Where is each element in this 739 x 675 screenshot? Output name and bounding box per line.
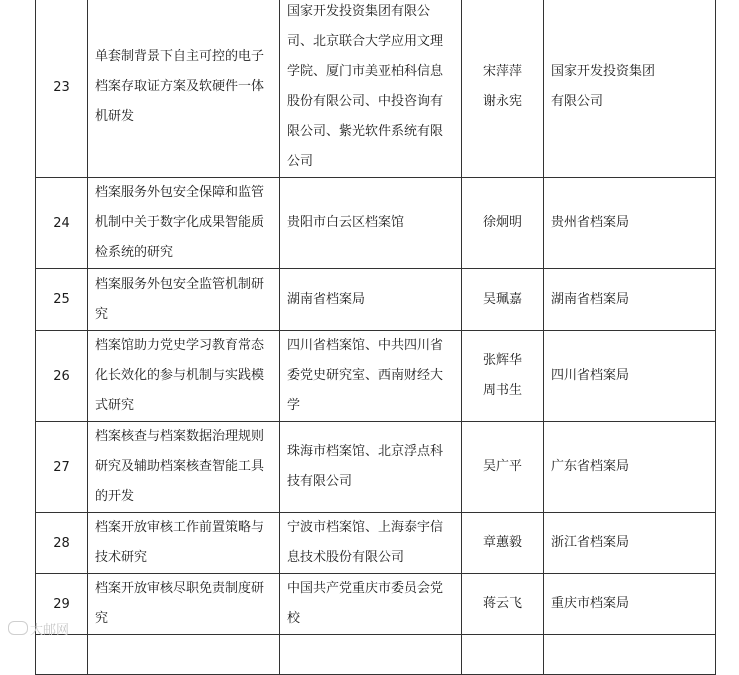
row-number: 24 — [36, 178, 88, 269]
unit-line: 有限公司 — [551, 94, 604, 109]
row-number: 26 — [36, 331, 88, 422]
lead-line: 谢永宪 — [482, 94, 522, 109]
org-line: 学 — [287, 398, 301, 413]
recommending-unit-cell — [544, 422, 716, 513]
title-line: 档案存取证方案及软硬件一体 — [95, 79, 265, 94]
project-title-cell — [88, 513, 280, 574]
title-line: 究 — [95, 611, 109, 626]
recommending-unit-cell — [544, 0, 716, 178]
org-line: 股份有限公司、中投咨询有 — [287, 94, 444, 109]
lead-researcher-cell — [462, 513, 544, 574]
organization-cell — [280, 178, 462, 269]
lead-researcher-cell — [462, 178, 544, 269]
title-line: 档案核查与档案数据治理规则 — [95, 429, 265, 444]
org-line: 学院、厦门市美亚柏科信息 — [287, 64, 444, 79]
recommending-unit-cell — [544, 178, 716, 269]
title-line: 档案开放审核工作前置策略与 — [95, 520, 265, 535]
organization-cell — [280, 0, 462, 178]
project-title-cell — [88, 574, 280, 635]
project-title-cell — [88, 331, 280, 422]
table-row — [36, 331, 716, 422]
organization-cell — [280, 331, 462, 422]
title-line: 档案服务外包安全保障和监管 — [95, 185, 265, 200]
title-line: 研究及辅助档案核查智能工具 — [95, 459, 265, 474]
title-line: 检系统的研究 — [95, 245, 174, 260]
org-line: 贵阳市白云区档案馆 — [287, 215, 405, 230]
unit-line: 国家开发投资集团 — [551, 64, 656, 79]
unit-line: 重庆市档案局 — [551, 596, 630, 611]
project-title-cell — [88, 0, 280, 178]
row-number: 25 — [36, 269, 88, 331]
table-body — [36, 0, 716, 675]
title-line: 机研发 — [95, 109, 135, 124]
row-number: 27 — [36, 422, 88, 513]
title-line: 档案服务外包安全监管机制研 — [95, 276, 265, 292]
title-line: 单套制背景下自主可控的电子 — [95, 49, 265, 64]
lead-researcher-cell — [462, 574, 544, 635]
org-line: 湖南省档案局 — [287, 291, 366, 307]
org-line: 国家开发投资集团有限公 — [287, 4, 431, 19]
lead-line: 吴珮嘉 — [482, 291, 522, 307]
row-number: 23 — [36, 0, 88, 178]
unit-line: 浙江省档案局 — [551, 535, 630, 550]
organization-cell — [280, 574, 462, 635]
table-row — [36, 269, 716, 331]
table-row — [36, 574, 716, 635]
lead-researcher-cell — [462, 0, 544, 178]
lead-researcher-cell — [462, 422, 544, 513]
title-line: 档案馆助力党史学习教育常态 — [95, 338, 265, 353]
recommending-unit-cell — [544, 574, 716, 635]
organization-cell — [280, 269, 462, 331]
org-line: 珠海市档案馆、北京浮点科 — [287, 444, 444, 459]
unit-line: 贵州省档案局 — [551, 215, 630, 230]
title-line: 机制中关于数字化成果智能质 — [95, 215, 265, 230]
lead-line: 徐炯明 — [482, 215, 522, 230]
unit-line: 广东省档案局 — [551, 459, 630, 474]
recommending-unit-cell — [544, 513, 716, 574]
org-line: 四川省档案馆、中共四川省 — [287, 338, 444, 353]
lead-line: 张辉华 — [482, 353, 522, 368]
title-line: 档案开放审核尽职免责制度研 — [95, 581, 265, 596]
lead-researcher-cell — [462, 331, 544, 422]
org-line: 限公司、紫光软件系统有限 — [287, 124, 444, 139]
row-number: 29 — [36, 574, 88, 635]
table-row — [36, 178, 716, 269]
table-row — [36, 513, 716, 574]
title-line: 化长效化的参与机制与实践模 — [95, 368, 265, 383]
project-title-cell — [88, 178, 280, 269]
table-row — [36, 422, 716, 513]
organization-cell — [280, 513, 462, 574]
lead-researcher-cell — [462, 269, 544, 331]
title-line: 的开发 — [95, 489, 135, 504]
title-line: 究 — [95, 306, 109, 322]
org-line: 中国共产党重庆市委员会党 — [287, 581, 444, 596]
organization-cell — [280, 422, 462, 513]
lead-line: 宋萍萍 — [482, 64, 522, 79]
org-line: 校 — [287, 611, 301, 626]
org-line: 宁波市档案馆、上海泰宇信 — [287, 520, 444, 535]
title-line: 式研究 — [95, 398, 135, 413]
unit-line: 湖南省档案局 — [551, 291, 630, 307]
org-line: 公司 — [287, 154, 314, 169]
lead-line: 吴广平 — [482, 459, 522, 474]
title-line: 技术研究 — [95, 550, 148, 565]
project-table — [35, 0, 716, 675]
watermark-logo-icon — [8, 621, 28, 635]
recommending-unit-cell — [544, 331, 716, 422]
lead-line: 章蕙毅 — [482, 535, 522, 550]
row-number: 28 — [36, 513, 88, 574]
project-title-cell — [88, 269, 280, 331]
watermark — [8, 619, 69, 638]
unit-line: 四川省档案局 — [551, 368, 630, 383]
watermark-text: 大邮网 — [30, 623, 70, 638]
lead-line: 周书生 — [482, 383, 522, 398]
org-line: 技有限公司 — [287, 474, 353, 489]
table-row — [36, 0, 716, 178]
recommending-unit-cell — [544, 269, 716, 331]
org-line: 委党史研究室、西南财经大 — [287, 368, 444, 383]
lead-line: 蒋云飞 — [482, 596, 522, 611]
project-title-cell — [88, 422, 280, 513]
org-line: 司、北京联合大学应用文理 — [287, 34, 444, 49]
org-line: 息技术股份有限公司 — [287, 550, 405, 565]
